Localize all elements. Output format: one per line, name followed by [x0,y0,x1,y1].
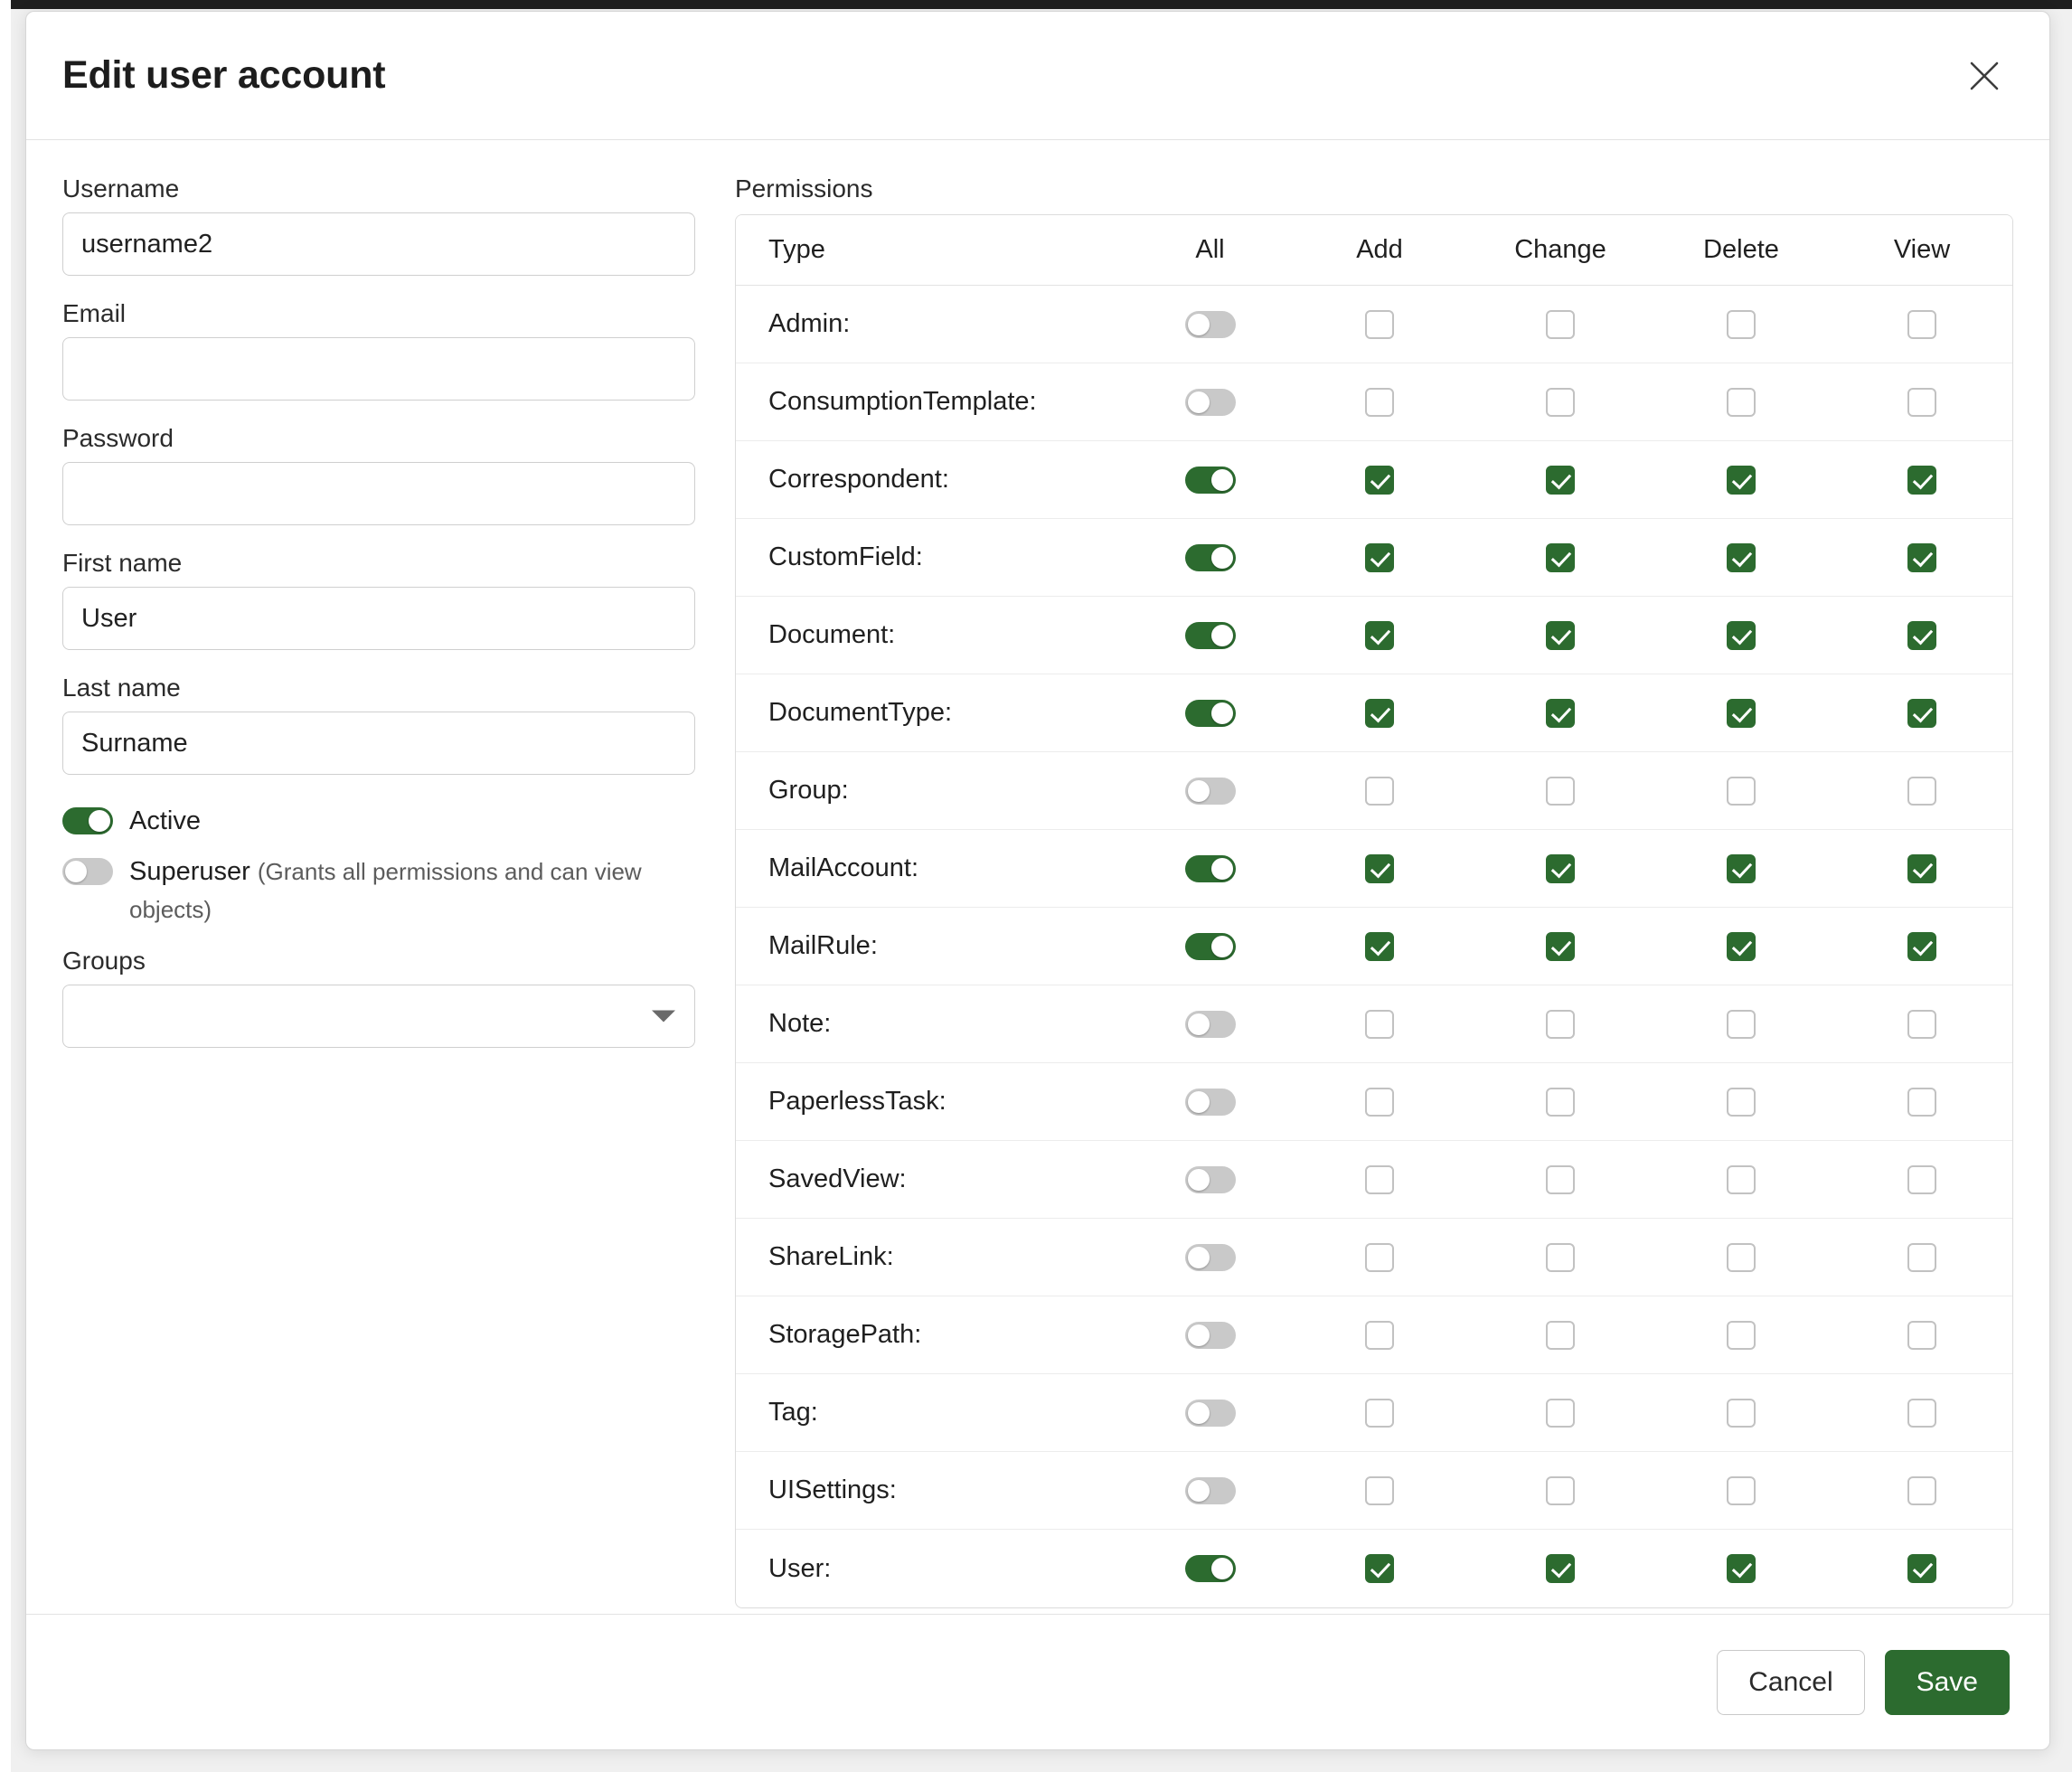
active-toggle-row [62,802,695,840]
permission-add-checkbox[interactable] [1365,1088,1394,1117]
toggle-knob [1188,1324,1210,1346]
permission-add-checkbox-cell [1289,286,1470,363]
username-label: Username [62,174,180,203]
dialog-footer [26,1614,2049,1749]
column-header-all: All [1131,215,1289,286]
permission-add-checkbox[interactable] [1365,1243,1394,1272]
permission-change-checkbox-cell [1470,985,1651,1063]
column-header-view: View [1832,215,2012,286]
username-input[interactable] [62,212,695,276]
permission-add-checkbox[interactable] [1365,543,1394,572]
permission-add-checkbox[interactable] [1365,1321,1394,1350]
permission-change-checkbox-cell [1470,908,1651,985]
permission-change-checkbox[interactable] [1546,1321,1575,1350]
superuser-label: Superuser [129,857,250,886]
permission-type-label: PaperlessTask: [736,1063,1131,1141]
toggle-knob [1188,780,1210,802]
table-row [736,752,2012,830]
permission-delete-checkbox-cell [1651,1141,1832,1219]
permissions-body [736,286,2012,1607]
permission-change-checkbox-cell [1470,441,1651,519]
permission-view-checkbox-cell [1832,363,2012,441]
password-label: Password [62,424,174,452]
permission-add-checkbox[interactable] [1365,1554,1394,1583]
permission-change-checkbox-cell [1470,519,1651,597]
dialog-header [26,12,2049,140]
permission-change-checkbox[interactable] [1546,854,1575,883]
permission-all-toggle[interactable] [1185,622,1236,649]
permission-all-cell [1131,1141,1289,1219]
permission-change-checkbox-cell [1470,1141,1651,1219]
permission-change-checkbox-cell [1470,1374,1651,1452]
dialog-body [26,140,2049,1614]
table-row [736,441,2012,519]
permission-all-toggle[interactable] [1185,389,1236,416]
table-row [736,1219,2012,1296]
permission-view-checkbox[interactable] [1907,1554,1936,1583]
last-name-label: Last name [62,674,181,702]
permission-delete-checkbox[interactable] [1727,777,1756,806]
permission-change-checkbox-cell [1470,1219,1651,1296]
permission-add-checkbox[interactable] [1365,621,1394,650]
permission-change-checkbox[interactable] [1546,310,1575,339]
password-field[interactable] [62,462,695,525]
permission-delete-checkbox[interactable] [1727,621,1756,650]
permission-view-checkbox-cell [1832,1452,2012,1530]
permission-view-checkbox-cell [1832,985,2012,1063]
permission-type-label: Tag: [736,1374,1131,1452]
permission-view-checkbox-cell [1832,1374,2012,1452]
permission-delete-checkbox[interactable] [1727,466,1756,495]
permission-delete-checkbox[interactable] [1727,388,1756,417]
permission-add-checkbox-cell [1289,1452,1470,1530]
permission-change-checkbox[interactable] [1546,1088,1575,1117]
permission-change-checkbox-cell [1470,1063,1651,1141]
toggle-knob [1188,1247,1210,1268]
permission-add-checkbox[interactable] [1365,699,1394,728]
permission-all-cell [1131,597,1289,674]
permission-type-label: ConsumptionTemplate: [736,363,1131,441]
permission-add-checkbox-cell [1289,908,1470,985]
permission-delete-checkbox-cell [1651,441,1832,519]
groups-field-group [62,947,695,1048]
permission-change-checkbox[interactable] [1546,1165,1575,1194]
permission-view-checkbox[interactable] [1907,621,1936,650]
permissions-header-row [736,215,2012,286]
permission-delete-checkbox-cell [1651,363,1832,441]
toggle-knob [1211,469,1233,491]
superuser-toggle-row [62,853,695,928]
permission-change-checkbox[interactable] [1546,1399,1575,1428]
permission-view-checkbox[interactable] [1907,1321,1936,1350]
permission-view-checkbox[interactable] [1907,1399,1936,1428]
permission-all-toggle[interactable] [1185,778,1236,805]
permission-change-checkbox-cell [1470,674,1651,752]
permission-view-checkbox-cell [1832,1530,2012,1607]
window-top-bar [0,0,2072,9]
toggle-knob [1188,1091,1210,1113]
permission-all-cell [1131,441,1289,519]
permission-view-checkbox[interactable] [1907,699,1936,728]
permission-change-checkbox[interactable] [1546,1010,1575,1039]
groups-label: Groups [62,947,146,975]
permission-view-checkbox[interactable] [1907,310,1936,339]
permission-delete-checkbox[interactable] [1727,1476,1756,1505]
permission-all-cell [1131,830,1289,908]
permission-add-checkbox-cell [1289,985,1470,1063]
groups-select-wrap [62,985,695,1048]
permission-delete-checkbox-cell [1651,985,1832,1063]
permission-change-checkbox[interactable] [1546,932,1575,961]
permission-add-checkbox[interactable] [1365,1010,1394,1039]
permission-change-checkbox-cell [1470,1296,1651,1374]
permission-change-checkbox-cell [1470,1452,1651,1530]
table-row [736,985,2012,1063]
permission-all-cell [1131,674,1289,752]
table-row [736,597,2012,674]
permission-delete-checkbox-cell [1651,908,1832,985]
permission-type-label: MailRule: [736,908,1131,985]
permission-change-checkbox[interactable] [1546,777,1575,806]
permission-add-checkbox-cell [1289,752,1470,830]
permission-all-toggle[interactable] [1185,1322,1236,1349]
permission-add-checkbox[interactable] [1365,310,1394,339]
permission-add-checkbox-cell [1289,1219,1470,1296]
permission-all-cell [1131,519,1289,597]
permission-all-cell [1131,1063,1289,1141]
toggle-knob [65,861,87,882]
permission-view-checkbox[interactable] [1907,1165,1936,1194]
toggle-knob [1188,1169,1210,1191]
permission-all-cell [1131,1452,1289,1530]
email-field[interactable] [62,337,695,401]
permission-view-checkbox[interactable] [1907,932,1936,961]
permission-view-checkbox-cell [1832,1141,2012,1219]
table-row [736,1374,2012,1452]
permission-all-toggle[interactable] [1185,1555,1236,1582]
cancel-button[interactable]: Cancel [1717,1650,1864,1715]
column-header-delete: Delete [1651,215,1832,286]
permission-all-toggle[interactable] [1185,700,1236,727]
permission-add-checkbox-cell [1289,674,1470,752]
permission-delete-checkbox[interactable] [1727,932,1756,961]
save-button[interactable]: Save [1885,1650,2010,1715]
permission-delete-checkbox[interactable] [1727,1243,1756,1272]
permission-all-toggle[interactable] [1185,1011,1236,1038]
permission-type-label: ShareLink: [736,1219,1131,1296]
password-field-group [62,424,695,525]
permission-view-checkbox[interactable] [1907,543,1936,572]
permission-add-checkbox-cell [1289,1296,1470,1374]
permission-view-checkbox-cell [1832,1296,2012,1374]
permission-all-toggle[interactable] [1185,1477,1236,1504]
permission-add-checkbox[interactable] [1365,932,1394,961]
table-row [736,1530,2012,1607]
active-label: Active [129,806,201,835]
table-row [736,1452,2012,1530]
permission-delete-checkbox-cell [1651,597,1832,674]
permission-add-checkbox[interactable] [1365,1165,1394,1194]
permission-add-checkbox[interactable] [1365,777,1394,806]
table-row [736,519,2012,597]
permission-all-cell [1131,1530,1289,1607]
permission-delete-checkbox[interactable] [1727,543,1756,572]
permission-view-checkbox-cell [1832,674,2012,752]
permission-delete-checkbox-cell [1651,1374,1832,1452]
groups-select[interactable] [62,985,695,1048]
toggle-knob [1188,1013,1210,1035]
permission-type-label: StoragePath: [736,1296,1131,1374]
active-toggle[interactable] [62,807,113,834]
toggle-knob [1211,702,1233,724]
permission-delete-checkbox-cell [1651,1452,1832,1530]
permission-change-checkbox[interactable] [1546,1476,1575,1505]
permission-all-cell [1131,752,1289,830]
table-row [736,830,2012,908]
permission-all-cell [1131,908,1289,985]
toggle-knob [1188,1480,1210,1502]
permission-delete-checkbox[interactable] [1727,854,1756,883]
toggle-knob [89,810,110,832]
permission-all-cell [1131,363,1289,441]
permission-delete-checkbox[interactable] [1727,1165,1756,1194]
user-details-form [62,174,695,1614]
window-left-edge [0,0,11,1772]
permission-delete-checkbox-cell [1651,752,1832,830]
toggle-knob [1188,1402,1210,1424]
permission-change-checkbox-cell [1470,830,1651,908]
permission-delete-checkbox[interactable] [1727,1554,1756,1583]
toggle-knob [1211,936,1233,957]
permission-all-toggle[interactable] [1185,1244,1236,1271]
edit-user-account-dialog [25,11,2050,1750]
permission-view-checkbox-cell [1832,286,2012,363]
permission-change-checkbox-cell [1470,752,1651,830]
permission-all-cell [1131,286,1289,363]
permission-change-checkbox[interactable] [1546,466,1575,495]
username-field-group [62,174,695,276]
permission-add-checkbox[interactable] [1365,1476,1394,1505]
superuser-hint: (Grants all permissions and can view objects) [129,858,642,923]
close-icon[interactable] [1959,51,2010,101]
permission-view-checkbox[interactable] [1907,1243,1936,1272]
permission-type-label: MailAccount: [736,830,1131,908]
permission-delete-checkbox[interactable] [1727,699,1756,728]
permission-change-checkbox-cell [1470,1530,1651,1607]
permission-delete-checkbox[interactable] [1727,1321,1756,1350]
permission-all-toggle[interactable] [1185,855,1236,882]
permission-all-cell [1131,1219,1289,1296]
permission-type-label: Group: [736,752,1131,830]
permission-add-checkbox[interactable] [1365,854,1394,883]
permission-delete-checkbox-cell [1651,1219,1832,1296]
permission-view-checkbox[interactable] [1907,854,1936,883]
first-name-input[interactable] [62,587,695,650]
permission-delete-checkbox[interactable] [1727,1010,1756,1039]
permission-view-checkbox-cell [1832,1063,2012,1141]
permission-change-checkbox[interactable] [1546,1554,1575,1583]
toggle-knob [1211,858,1233,880]
table-row [736,674,2012,752]
permission-type-label: Note: [736,985,1131,1063]
permission-all-toggle[interactable] [1185,467,1236,494]
permission-view-checkbox-cell [1832,908,2012,985]
permission-add-checkbox-cell [1289,519,1470,597]
permission-type-label: UISettings: [736,1452,1131,1530]
permission-change-checkbox[interactable] [1546,388,1575,417]
permission-change-checkbox-cell [1470,286,1651,363]
last-name-field-group [62,674,695,775]
permission-view-checkbox[interactable] [1907,1088,1936,1117]
first-name-label: First name [62,549,183,577]
permission-change-checkbox-cell [1470,363,1651,441]
permission-view-checkbox-cell [1832,1219,2012,1296]
column-header-add: Add [1289,215,1470,286]
permission-add-checkbox-cell [1289,1530,1470,1607]
permission-all-cell [1131,985,1289,1063]
permission-delete-checkbox[interactable] [1727,310,1756,339]
permission-view-checkbox-cell [1832,597,2012,674]
permission-delete-checkbox-cell [1651,1530,1832,1607]
permissions-section [735,174,2013,1614]
permission-add-checkbox-cell [1289,597,1470,674]
permission-all-toggle[interactable] [1185,544,1236,571]
permission-view-checkbox-cell [1832,752,2012,830]
permission-type-label: Document: [736,597,1131,674]
permission-view-checkbox-cell [1832,830,2012,908]
permission-delete-checkbox[interactable] [1727,1399,1756,1428]
table-row [736,1296,2012,1374]
first-name-field-group [62,549,695,650]
toggle-knob [1188,391,1210,413]
permission-change-checkbox-cell [1470,597,1651,674]
permission-view-checkbox[interactable] [1907,1010,1936,1039]
superuser-label-wrap [129,853,681,928]
permission-type-label: SavedView: [736,1141,1131,1219]
permission-add-checkbox[interactable] [1365,388,1394,417]
email-label: Email [62,299,127,327]
permission-all-toggle[interactable] [1185,311,1236,338]
table-row [736,908,2012,985]
permission-add-checkbox-cell [1289,363,1470,441]
permission-view-checkbox[interactable] [1907,1476,1936,1505]
permission-change-checkbox[interactable] [1546,699,1575,728]
permission-type-label: DocumentType: [736,674,1131,752]
permission-add-checkbox-cell [1289,1141,1470,1219]
permission-delete-checkbox-cell [1651,1063,1832,1141]
toggle-knob [1188,314,1210,335]
permission-view-checkbox-cell [1832,441,2012,519]
column-header-change: Change [1470,215,1651,286]
permission-delete-checkbox[interactable] [1727,1088,1756,1117]
permission-change-checkbox[interactable] [1546,543,1575,572]
permissions-table [735,214,2013,1608]
permission-add-checkbox-cell [1289,441,1470,519]
permission-type-label: User: [768,1553,832,1583]
permission-all-toggle[interactable] [1185,1166,1236,1193]
toggle-knob [1211,625,1233,646]
permission-type-label: Admin: [736,286,1131,363]
table-row [736,363,2012,441]
table-row [736,286,2012,363]
permission-type-label: CustomField: [736,519,1131,597]
superuser-toggle[interactable] [62,858,113,885]
email-field-group [62,299,695,401]
permission-delete-checkbox-cell [1651,519,1832,597]
permission-add-checkbox-cell [1289,1063,1470,1141]
toggle-knob [1211,547,1233,569]
permission-add-checkbox[interactable] [1365,466,1394,495]
permission-view-checkbox[interactable] [1907,777,1936,806]
permission-change-checkbox[interactable] [1546,621,1575,650]
permission-add-checkbox[interactable] [1365,1399,1394,1428]
table-row [736,1141,2012,1219]
permission-delete-checkbox-cell [1651,1296,1832,1374]
column-header-type: Type [736,215,1131,286]
toggle-knob [1211,1558,1233,1579]
permission-add-checkbox-cell [1289,1374,1470,1452]
permission-all-toggle[interactable] [1185,1089,1236,1116]
permission-view-checkbox-cell [1832,519,2012,597]
permissions-title: Permissions [735,174,873,203]
permission-all-toggle[interactable] [1185,933,1236,960]
permission-change-checkbox[interactable] [1546,1243,1575,1272]
permission-all-cell [1131,1296,1289,1374]
permission-all-cell [1131,1374,1289,1452]
permission-view-checkbox[interactable] [1907,388,1936,417]
last-name-input[interactable] [62,712,695,775]
permission-view-checkbox[interactable] [1907,466,1936,495]
permission-delete-checkbox-cell [1651,830,1832,908]
permission-all-toggle[interactable] [1185,1400,1236,1427]
page-title: Edit user account [62,53,386,97]
permission-delete-checkbox-cell [1651,286,1832,363]
permission-type-label: Correspondent: [736,441,1131,519]
permission-add-checkbox-cell [1289,830,1470,908]
permission-delete-checkbox-cell [1651,674,1832,752]
table-row [736,1063,2012,1141]
